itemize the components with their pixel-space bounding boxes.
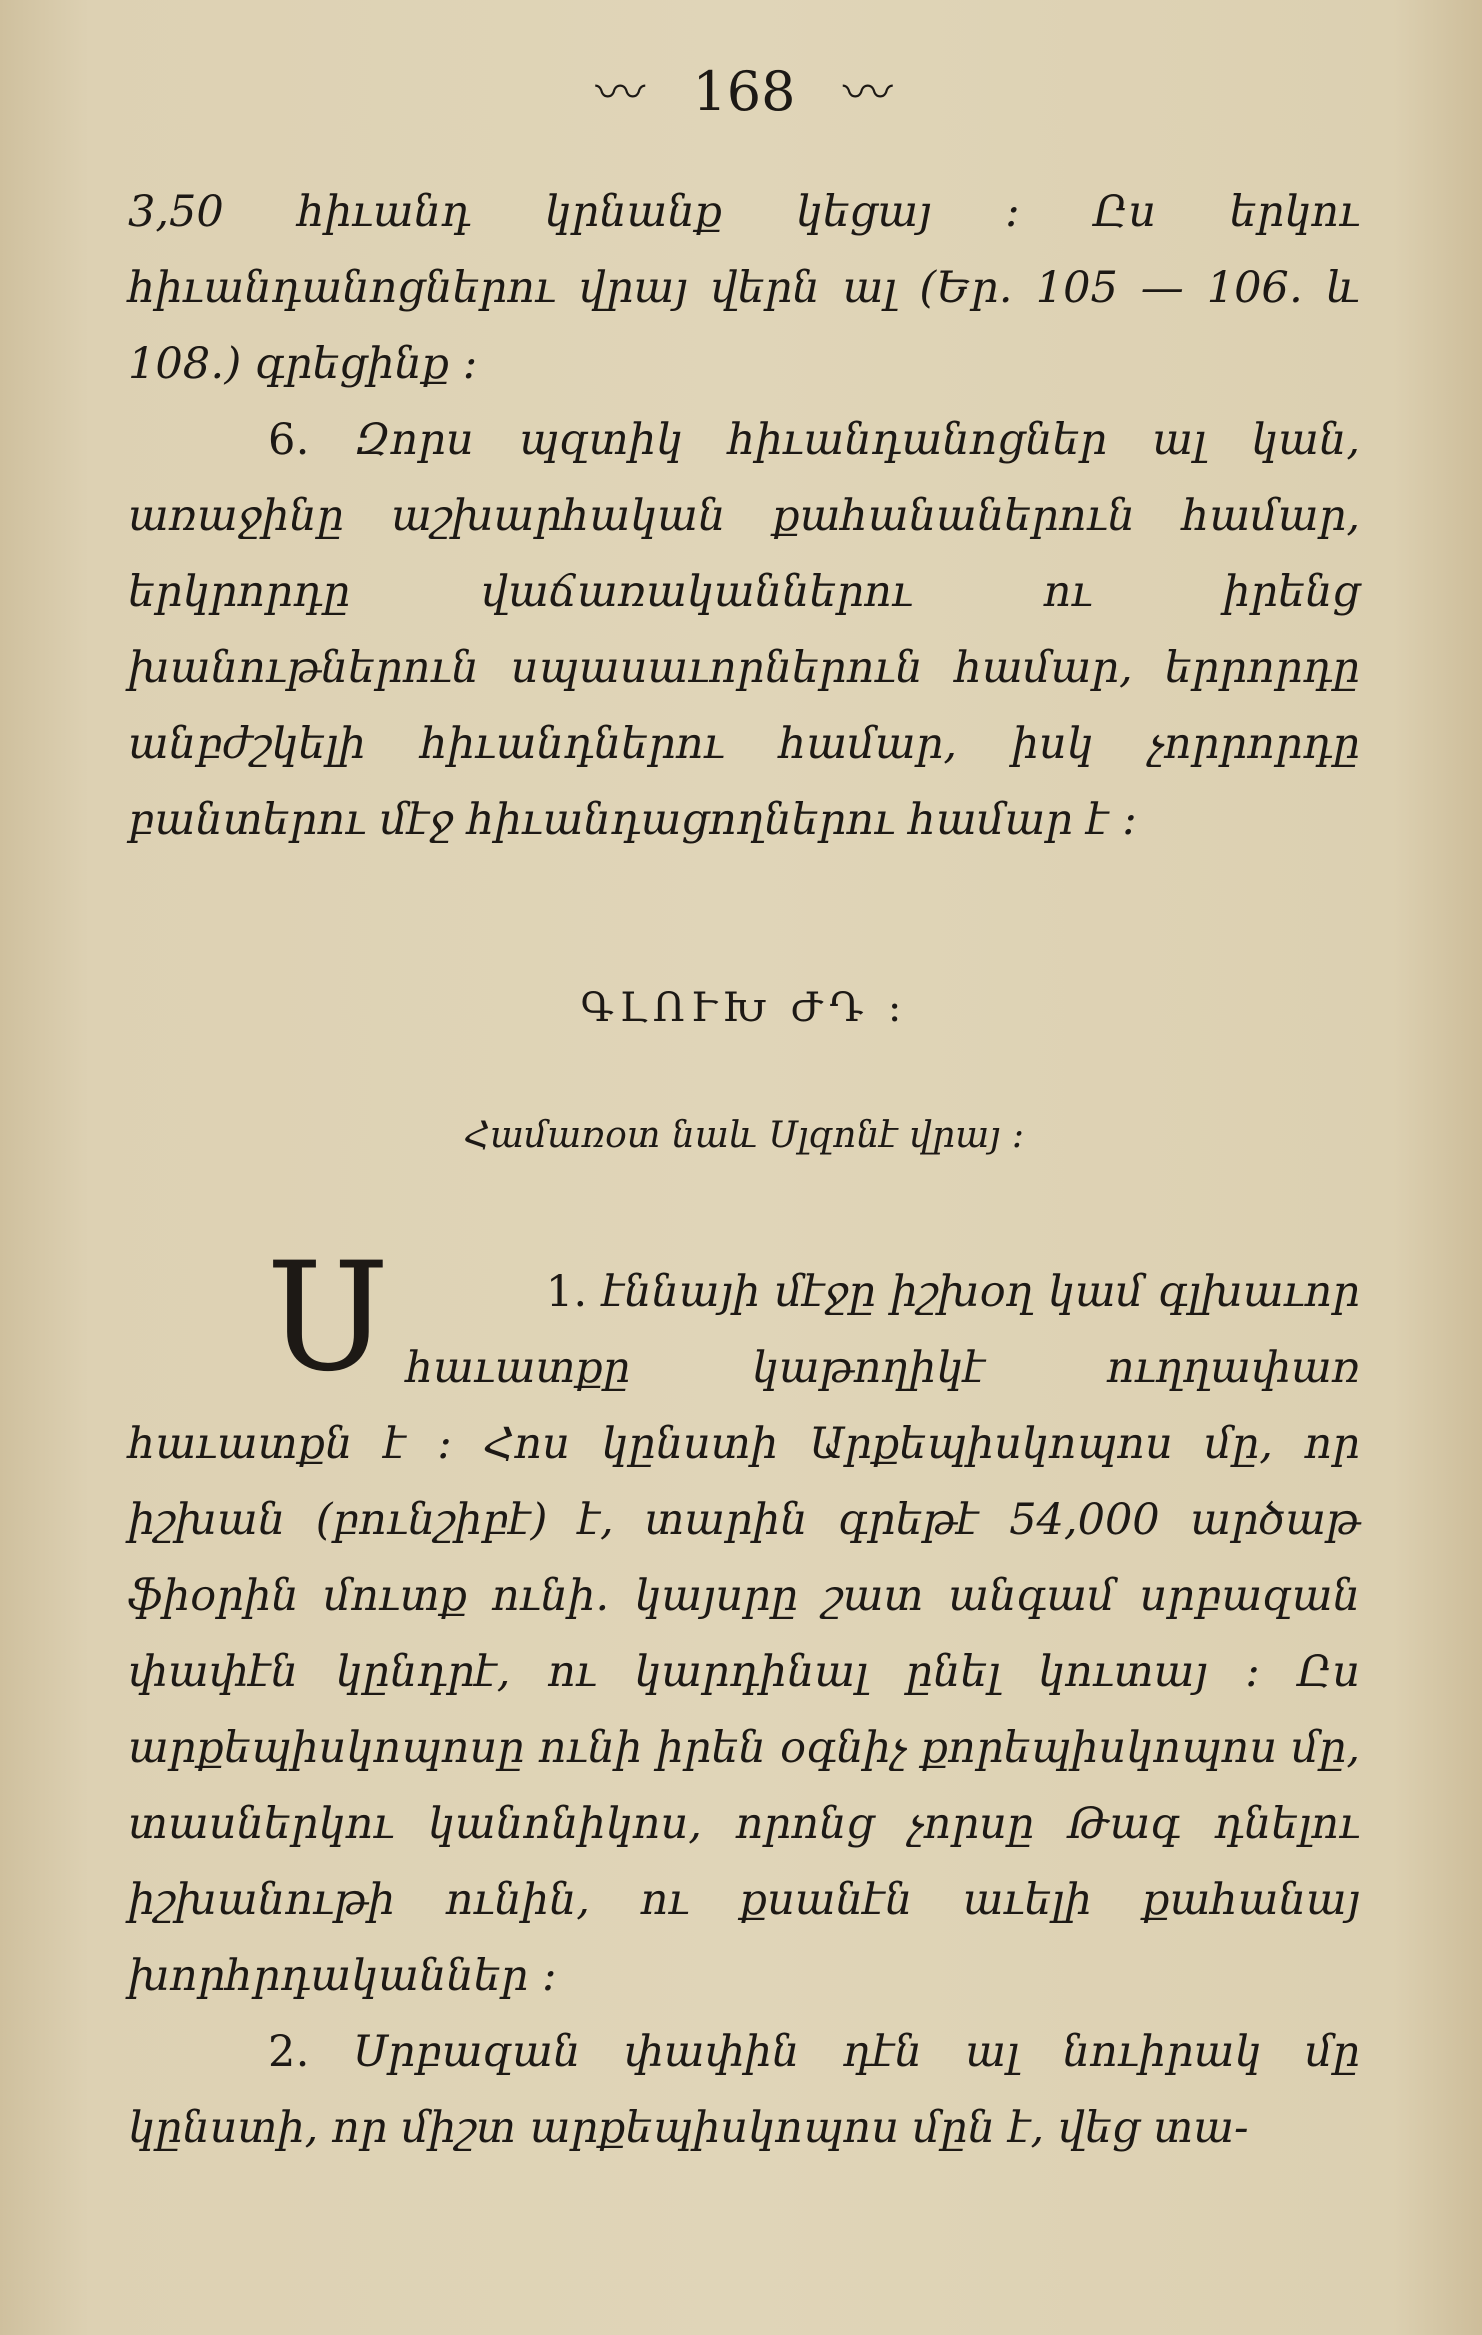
- section-item-1: [128, 1231, 1361, 2014]
- section-item-2: [128, 2014, 1360, 2166]
- paragraph-text: 3,50 հիւանդ կրնանք կեցայ ։ Ըս երկու հիւանդանոցներու վրայ վերն ալ (Եր․ 105 — 106․ և 108․) գրեցինք ։: [128, 187, 1360, 389]
- running-head: [128, 60, 1360, 124]
- chapter-title: ԳԼՈՒԽ ԺԴ ։: [580, 985, 908, 1031]
- item-number: 1․: [545, 1267, 588, 1317]
- paragraph-number: 6․: [268, 415, 310, 465]
- chapter-subtitle: Համառօտ նաև Սլզոնէ վրայ ։: [463, 1115, 1025, 1156]
- paragraph-text: Զորս պզտիկ հիւանդանոցներ ալ կան, առաջինը աշխարհական քահանաներուն համար, երկրորդը վաճառականներու ու իրենց խանութներուն սպասաւորներուն համար, երրորդը անբժշկելի հիւանդներու համար, իսկ չորրորդը բանտերու մէջ հիւանդացողներու համար է ։: [128, 415, 1360, 845]
- drop-cap: Ս: [268, 1231, 388, 1405]
- paragraph-6: [128, 402, 1360, 858]
- page-number: 168: [692, 60, 796, 123]
- item-text: էննայի մէջը իշխօղ կամ գլխաւոր հաւատքը կաթողիկէ ուղղափառ հաւատքն է ։ Հոս կընստի Արքեպիսկոպոս մը, որ իշխան (բունշիբէ) է, տարին գրեթէ 54,000 արծաթ ֆիօրին մուտք ունի․ կայսրը շատ անգամ սրբազան փափէն կընդրէ, ու կարդինալ ընել կուտայ ։ Ըս արքեպիսկոպոսը ունի իրեն օգնիչ քորեպիսկոպոս մը, տասներկու կանոնիկոս, որոնց չորսը Թագ դնելու իշխանութի ունին, ու քսանէն աւելի քահանայ խորհրդականներ ։: [128, 1267, 1361, 2001]
- left-ornament: 〰: [595, 64, 646, 122]
- right-ornament: 〰: [842, 64, 893, 122]
- item-number: 2․: [268, 2027, 310, 2077]
- item-text: Սրբազան փափին դէն ալ նուիրակ մը կընստի, որ միշտ արքեպիսկոպոս մըն է, վեց տա-: [128, 2027, 1360, 2153]
- paragraph-continuation: [128, 174, 1360, 402]
